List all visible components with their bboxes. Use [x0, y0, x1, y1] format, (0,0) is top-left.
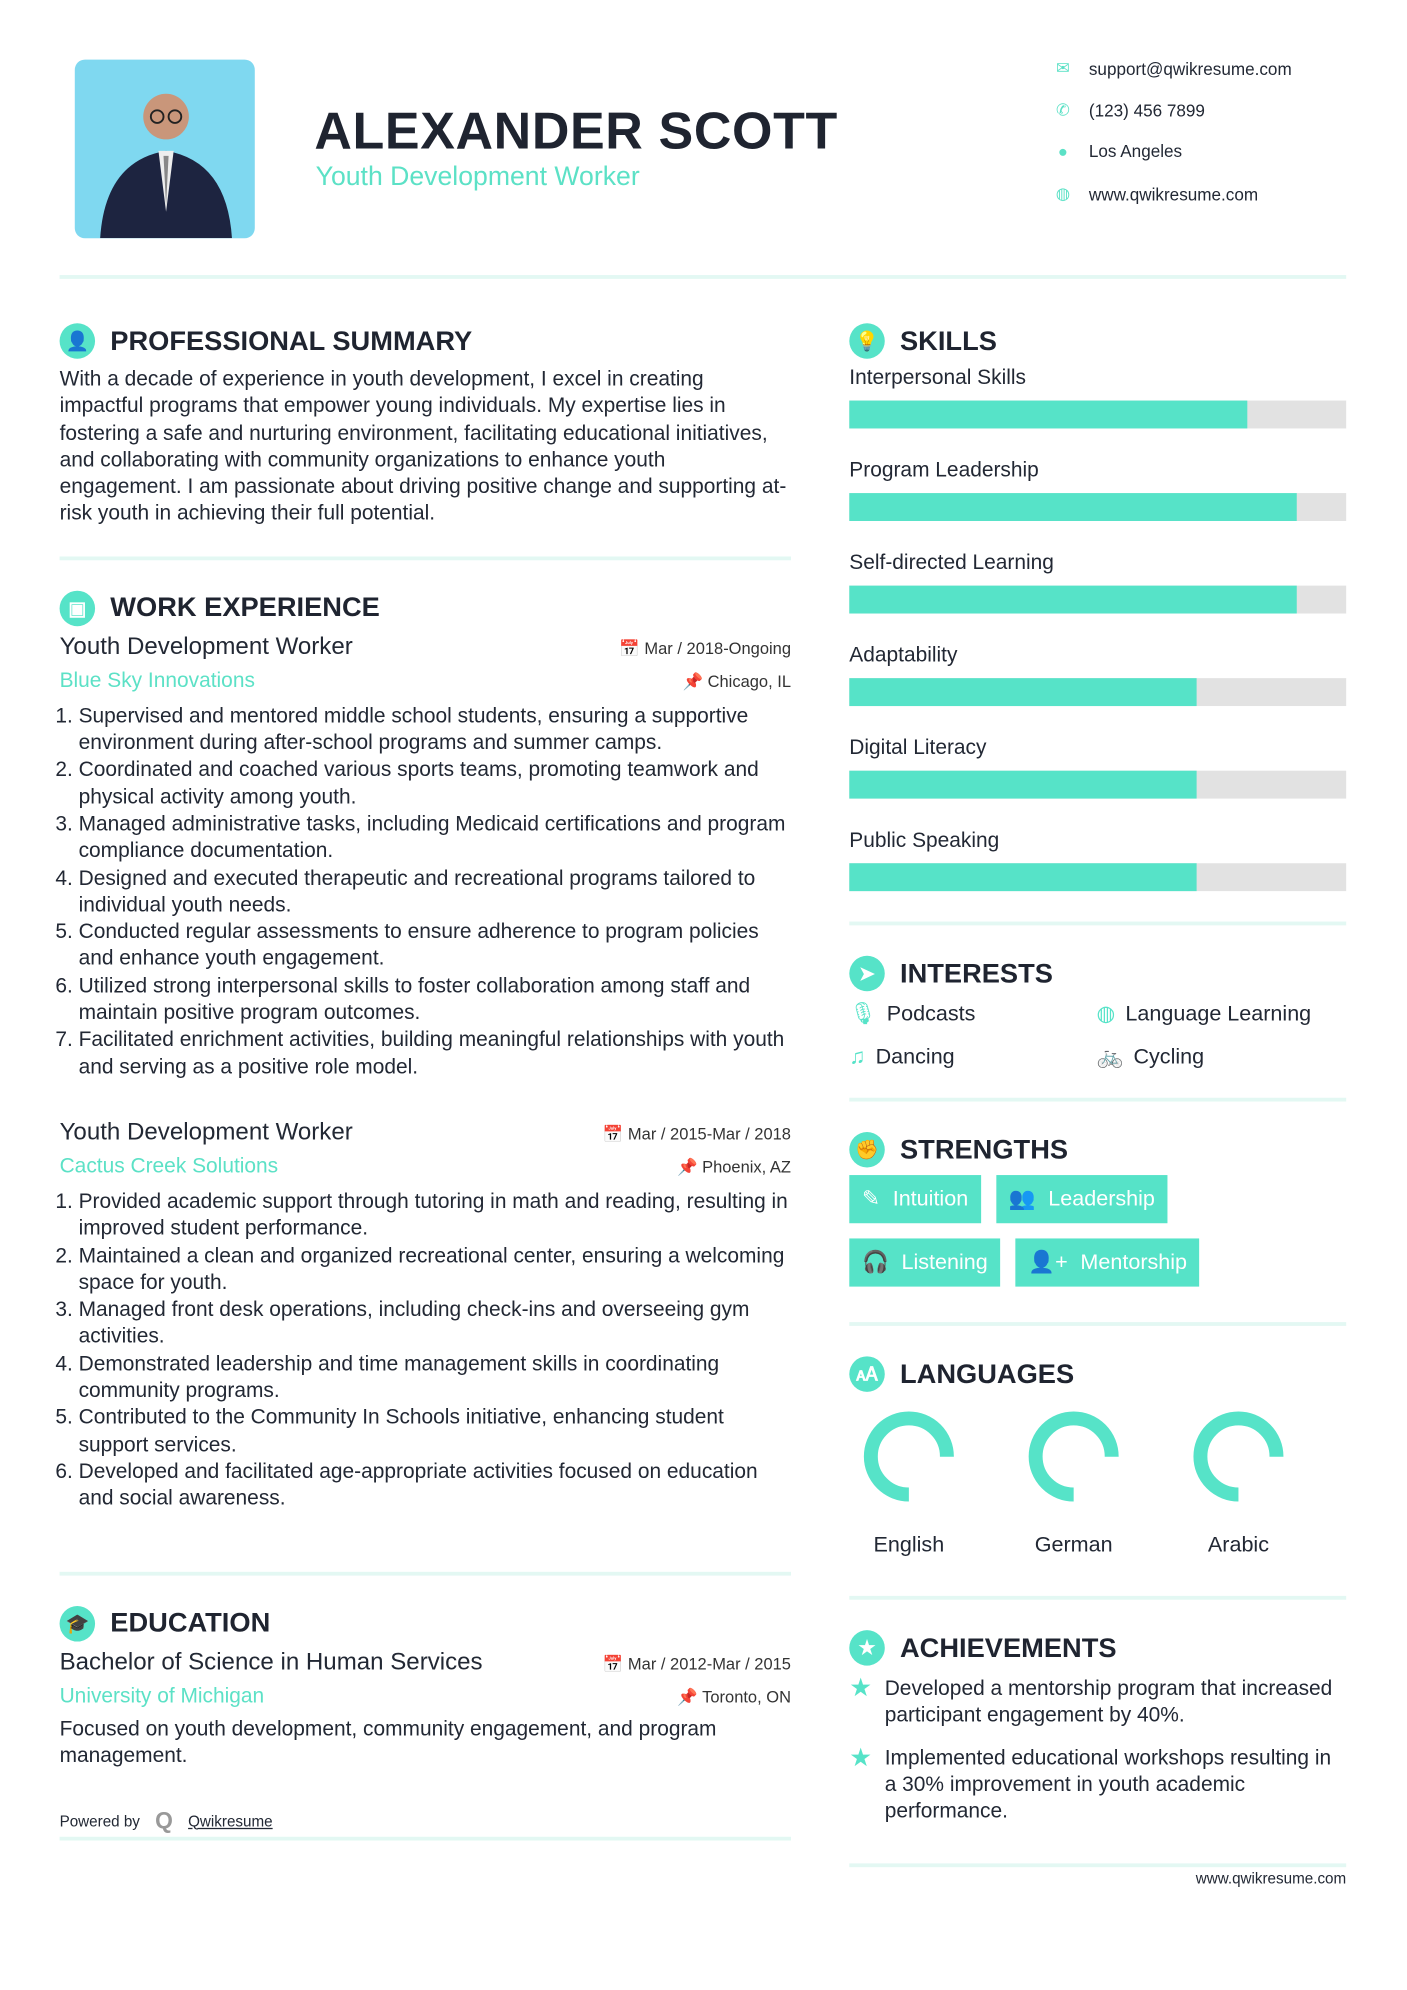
- star-icon: ★: [849, 1743, 873, 1772]
- job-date: [603, 1124, 791, 1144]
- skill-name: Public Speaking: [849, 829, 1000, 852]
- responsibility-list: [60, 703, 791, 1081]
- job-location: [677, 1157, 791, 1177]
- right-column: [849, 323, 1346, 1888]
- skill-bar: [849, 863, 1346, 891]
- skill-bar-fill: [849, 771, 1197, 799]
- interest-item: [1096, 1045, 1343, 1070]
- strength-tag: [1016, 1238, 1200, 1286]
- education-sub: [60, 1684, 791, 1708]
- degree: Bachelor of Science in Human Services: [59, 1648, 483, 1676]
- divider: [60, 556, 791, 560]
- skill-bar: [849, 771, 1346, 799]
- skill-bar-fill: [849, 586, 1296, 614]
- strength-tag: [849, 1175, 981, 1223]
- contact-text: support@qwikresume.com: [1088, 58, 1292, 78]
- job-entry: [60, 1119, 791, 1513]
- skill-bar: [849, 401, 1346, 429]
- responsibility-list: [60, 1189, 791, 1513]
- responsibility-item: 1. Provided academic support through tutoring in math and reading, resulting in improved student performance.: [79, 1189, 791, 1243]
- responsibility-item: 1. Supervised and mentored middle school students, ensuring a supportive environment during after-school programs and summer camps.: [79, 703, 791, 757]
- interest-item: [849, 1001, 1096, 1026]
- heading-text: STRENGTHS: [899, 1133, 1069, 1165]
- language-item: [1022, 1405, 1126, 1558]
- achievement-text: Developed a mentorship program that increased participant engagement by 40%.: [884, 1677, 1333, 1727]
- language-name: German: [1034, 1532, 1113, 1557]
- calendar-icon: 📅: [619, 638, 640, 658]
- bicycle-icon: 🚲: [1096, 1044, 1124, 1069]
- job-date: [619, 639, 791, 659]
- language-name: English: [873, 1532, 945, 1557]
- responsibility-item: 6. Utilized strong interpersonal skills to foster collaboration among staff and maintain positive program outcomes.: [79, 973, 791, 1027]
- responsibility-item: 7. Facilitated enrichment activities, building meaningful relationships with youth and serving as a positive role model.: [79, 1027, 791, 1081]
- skills-heading: [849, 323, 1346, 358]
- heading-text: ACHIEVEMENTS: [899, 1632, 1117, 1663]
- job-title: Youth Development Worker: [59, 633, 353, 661]
- star-badge-icon: ★: [849, 1630, 884, 1665]
- experience-heading: [60, 590, 791, 625]
- achievements-heading: [849, 1630, 1346, 1665]
- footer-left: [60, 1808, 791, 1841]
- languages-heading: [849, 1356, 1346, 1391]
- location-text: Phoenix, AZ: [702, 1157, 791, 1177]
- job-list: [60, 634, 791, 1513]
- language-ring-arc: [1036, 1418, 1112, 1494]
- contact-text: (123) 456 7899: [1088, 100, 1205, 120]
- header-divider: [60, 275, 1347, 279]
- map-pin-icon: ●: [1057, 141, 1068, 161]
- contact-text: www.qwikresume.com: [1088, 184, 1259, 204]
- contact-phone: [1055, 100, 1205, 120]
- skill-bar-fill: [849, 493, 1296, 521]
- contact-website[interactable]: [1055, 184, 1258, 204]
- skill-bar: [849, 678, 1346, 706]
- heading-text: EDUCATION: [110, 1607, 271, 1638]
- heading-text: SKILLS: [899, 325, 997, 356]
- pin-icon: 📌: [676, 1157, 698, 1177]
- language-list: [849, 1405, 1346, 1558]
- skill-item: [849, 736, 1346, 798]
- heading-text: LANGUAGES: [899, 1358, 1075, 1389]
- skill-item: [849, 644, 1346, 706]
- heading-text: PROFESSIONAL SUMMARY: [110, 325, 473, 356]
- job-sub: [60, 1155, 791, 1179]
- paper-plane-icon: ➤: [849, 956, 884, 991]
- headphones-icon: 🎧: [861, 1249, 889, 1274]
- globe-icon: ◍: [1096, 1001, 1116, 1026]
- calendar-icon: 📅: [602, 1124, 624, 1144]
- candidate-name: ALEXANDER SCOTT: [314, 101, 838, 160]
- phone-icon: ✆: [1055, 100, 1070, 120]
- interest-label: Podcasts: [886, 1001, 976, 1026]
- divider: [849, 1322, 1346, 1326]
- graduation-cap-icon: 🎓: [60, 1605, 95, 1640]
- skill-bar-fill: [849, 863, 1197, 891]
- location-text: Chicago, IL: [707, 671, 791, 691]
- location-text: Toronto, ON: [702, 1686, 791, 1706]
- skill-item: [849, 459, 1346, 521]
- responsibility-item: 4. Designed and executed therapeutic and recreational programs tailored to individual youth needs.: [79, 865, 791, 919]
- achievement-item: [849, 1676, 1346, 1730]
- language-ring-arc: [871, 1418, 947, 1494]
- interests-heading: [849, 956, 1346, 991]
- heading-text: WORK EXPERIENCE: [110, 592, 380, 623]
- strength-tag: [996, 1175, 1168, 1223]
- contact-text: Los Angeles: [1088, 141, 1183, 161]
- candidate-title: Youth Development Worker: [315, 162, 640, 192]
- lightbulb-icon: 💡: [849, 323, 884, 358]
- language-ring-arc: [1200, 1418, 1276, 1494]
- responsibility-item: 2. Maintained a clean and organized recreational center, ensuring a welcoming space for youth.: [79, 1243, 791, 1297]
- skill-name: Digital Literacy: [849, 736, 987, 760]
- strengths-heading: [849, 1132, 1346, 1167]
- summary-text: With a decade of experience in youth development, I excel in creating impactful programs that empower young individuals. My expertise lies in fostering a safe and nurturing environment, facilitating educational initiatives, and collaborating with community organizations to enhance youth engagement. I am passionate about driving positive change and supporting at-risk youth in achieving their full potential.: [59, 367, 787, 526]
- skill-bar: [849, 586, 1346, 614]
- language-ring: [1186, 1405, 1290, 1509]
- skill-item: [849, 829, 1346, 891]
- language-icon: 🗚: [849, 1356, 884, 1391]
- responsibility-item: 5. Contributed to the Community In Schools initiative, enhancing student support services.: [79, 1405, 791, 1459]
- skill-item: [849, 366, 1346, 428]
- company: Cactus Creek Solutions: [59, 1154, 279, 1178]
- language-name: Arabic: [1207, 1532, 1269, 1557]
- company: Blue Sky Innovations: [59, 669, 255, 692]
- school: University of Michigan: [59, 1684, 265, 1707]
- star-icon: ★: [849, 1674, 873, 1703]
- skill-item: [849, 551, 1346, 613]
- tag-label: Mentorship: [1080, 1249, 1188, 1274]
- skill-name: Self-directed Learning: [849, 551, 1054, 575]
- interest-list: [849, 1001, 1346, 1069]
- summary-heading: [60, 323, 791, 358]
- contact-location: [1055, 142, 1182, 161]
- date-text: Mar / 2012-Mar / 2015: [627, 1653, 791, 1673]
- divider: [849, 1596, 1346, 1600]
- skill-name: Adaptability: [849, 643, 958, 667]
- job-header: [60, 634, 791, 662]
- interest-item: [849, 1045, 1096, 1070]
- education-date: 📅 Mar / 2012-Mar / 2015: [602, 1653, 791, 1673]
- responsibility-item: 3. Managed front desk operations, including check-ins and overseeing gym activities.: [79, 1297, 791, 1351]
- globe-icon: ◍: [1055, 183, 1071, 203]
- user-plus-icon: 👤+: [1028, 1249, 1068, 1274]
- chair-icon: ▣: [60, 590, 95, 625]
- language-ring: [857, 1405, 961, 1509]
- job-header: [60, 1119, 791, 1147]
- responsibility-item: 2. Coordinated and coached various sports teams, promoting teamwork and physical activity among youth.: [79, 757, 791, 811]
- fist-icon: ✊: [849, 1132, 884, 1167]
- skill-bar: [849, 493, 1346, 521]
- profile-photo: [75, 60, 255, 239]
- job-title: Youth Development Worker: [59, 1119, 353, 1146]
- envelope-icon: ✉: [1055, 58, 1070, 78]
- achievement-text: Implemented educational workshops resulting in a 30% improvement in youth academic performance.: [884, 1746, 1332, 1824]
- microphone-icon: 🎙: [849, 1001, 877, 1026]
- divider: [60, 1571, 791, 1575]
- job-entry: [60, 634, 791, 1082]
- skill-bar-fill: [849, 678, 1197, 706]
- users-icon: 👥: [1008, 1186, 1036, 1211]
- language-item: [857, 1405, 961, 1558]
- responsibility-item: 5. Conducted regular assessments to ensure adherence to program policies and enhance youth engagement.: [79, 919, 791, 973]
- qwikresume-logo-icon: Q: [155, 1807, 173, 1834]
- interest-label: Language Learning: [1125, 1001, 1312, 1026]
- skill-name: Program Leadership: [849, 458, 1039, 482]
- responsibility-item: 6. Developed and facilitated age-appropriate activities focused on education and social awareness.: [79, 1459, 791, 1513]
- divider: [849, 922, 1346, 926]
- skill-name: Interpersonal Skills: [849, 366, 1027, 390]
- interest-label: Dancing: [875, 1044, 955, 1069]
- job-sub: [60, 669, 791, 693]
- responsibility-item: 4. Demonstrated leadership and time management skills in coordinating community programs.: [79, 1351, 791, 1405]
- job-location: [683, 672, 791, 692]
- powered-by: Powered by: [59, 1812, 140, 1830]
- interest-label: Cycling: [1133, 1044, 1205, 1069]
- user-icon: 👤: [60, 323, 95, 358]
- skill-bar-fill: [849, 401, 1247, 429]
- pin-icon: 📌: [682, 671, 704, 691]
- language-item: [1186, 1405, 1290, 1558]
- left-column: [60, 323, 791, 1840]
- tag-label: Leadership: [1048, 1186, 1155, 1211]
- skill-list: [849, 366, 1346, 891]
- interest-item: [1096, 1001, 1343, 1026]
- education-text: Focused on youth development, community engagement, and program management.: [59, 1716, 717, 1767]
- tag-label: Listening: [901, 1249, 988, 1274]
- education-header: [60, 1649, 791, 1677]
- strength-tag: [849, 1238, 1000, 1286]
- music-icon: ♫: [849, 1044, 866, 1069]
- language-ring: [1022, 1405, 1126, 1509]
- heading-text: INTERESTS: [899, 957, 1053, 989]
- strength-list: [849, 1175, 1229, 1287]
- contact-email[interactable]: [1055, 58, 1292, 78]
- education-heading: [60, 1605, 791, 1640]
- date-text: Mar / 2018-Ongoing: [644, 638, 791, 658]
- divider: [849, 1098, 1346, 1102]
- achievement-item: [849, 1745, 1346, 1826]
- footer-site[interactable]: www.qwikresume.com: [849, 1864, 1346, 1888]
- brand-link[interactable]: Qwikresume: [188, 1812, 273, 1830]
- responsibility-item: 3. Managed administrative tasks, including Medicaid certifications and program compliance documentation.: [79, 811, 791, 865]
- education-location: 📌 Toronto, ON: [677, 1686, 791, 1706]
- date-text: Mar / 2015-Mar / 2018: [627, 1124, 791, 1144]
- magic-wand-icon: ✎: [861, 1186, 881, 1211]
- tag-label: Intuition: [892, 1186, 969, 1211]
